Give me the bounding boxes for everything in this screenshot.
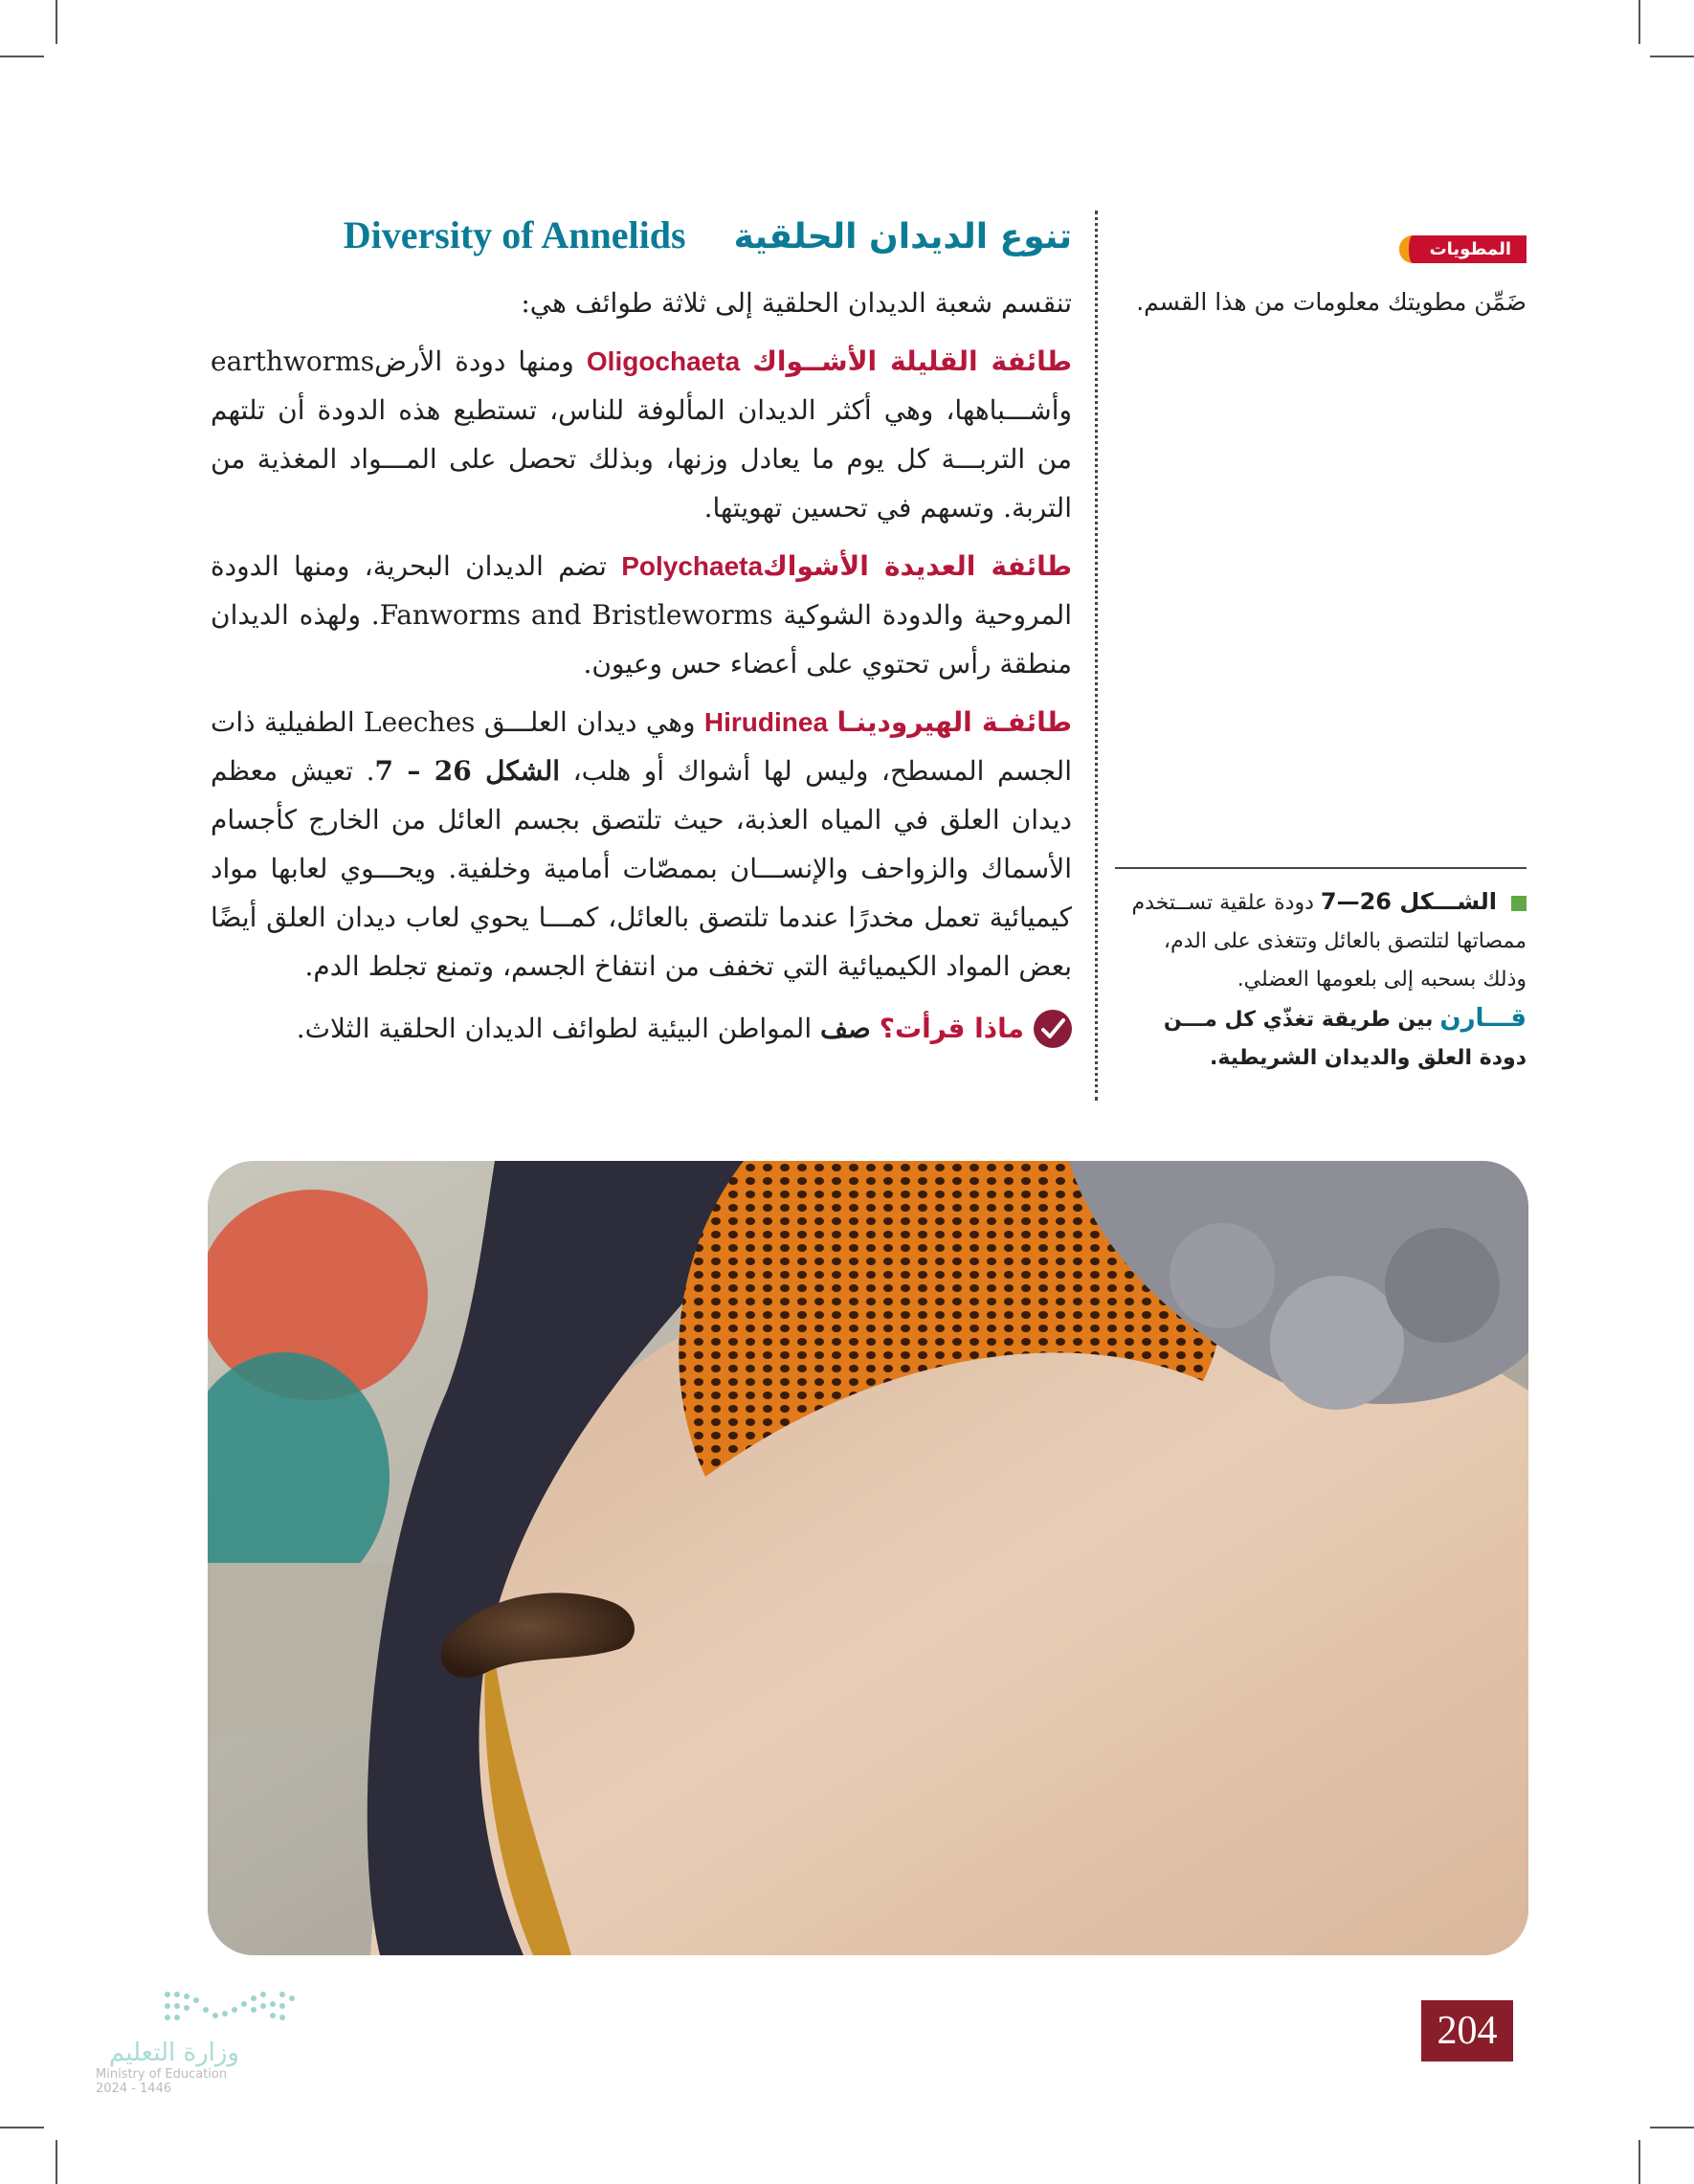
section-heading-arabic: تنوع الديدان الحلقية [733,217,1072,256]
caption-label: الشـــكل 26—7 [1320,888,1497,915]
reading-check [211,1004,1072,1053]
hirudinea-term-en: Hirudinea [703,707,829,737]
column-divider [1095,211,1098,1101]
polychaeta-en-names: Fanworms and Bristleworms [379,599,773,631]
leech-photo [208,1161,1528,1955]
foldables-tip: ضَمِّن مطويتك معلومات من هذا القسم. [1136,288,1527,316]
section-heading [211,211,1072,261]
leeches-term: Leeches [364,706,476,738]
oligochaeta-text-b: وأشـــباهها، وهي أكثر الديدان المألوفة للناس، تستطيع هذه الدودة أن تلتهم من التربـــة كل يوم ما يعادل وزنها، وبذلك تحصل على المـــواد المغذية من التربة. وتسهم في تحسين تهويتها. [211,394,1072,524]
page-number: 204 [1421,2000,1513,2061]
caption-text: دودة علقية تســتخدم ممصاتها لتلتصق بالعائل وتتغذى على الدم، وذلك بسحبه إلى بلعومها العضلي. [1131,891,1527,992]
crop-mark [56,0,57,44]
polychaeta-text-a: تضم الديدان البحرية، ومنها الدودة المروحية والدودة الشوكية [211,550,1072,631]
crop-mark [1650,56,1694,57]
main-text-column [211,211,1072,1053]
ministry-logo [96,1987,316,2096]
intro-paragraph: تنقسم شعبة الديدان الحلقية إلى ثلاثة طوائف هي: [521,287,1072,319]
hirudinea-paragraph [211,698,1072,991]
compare-label: قـــارن [1439,1004,1527,1033]
polychaeta-term-ar: طائفة العديدة الأشواك [763,550,1072,582]
polychaeta-paragraph [211,542,1072,688]
crop-mark [1650,2127,1694,2128]
crop-mark [56,2140,57,2184]
ministry-name-arabic: وزارة التعليم [108,2039,239,2067]
crop-mark [1638,0,1640,44]
crop-mark [0,2127,44,2128]
reading-check-text: المواطن البيئية لطوائف الديدان الحلقية الثلاث. [296,1013,813,1044]
caption-rule [1115,867,1527,869]
crop-mark [1638,2140,1640,2184]
hirudinea-term-ar: طائفـة الهيرودينـا [836,706,1073,738]
reading-check-verb: صف [820,1013,871,1044]
crop-mark [0,56,44,57]
checkmark-icon [1034,1010,1072,1048]
hirudinea-text-c: . تعيش معظم ديدان العلق في المياه العذبة، حيث تلتصق بجسم العائل من الخارج كأجسام الأسماك والزواحف والإنســـان بممصّات أمامية وخلفية. ويحـــوي لعابها مواد كيميائية تعمل مخدرًا عندما تلتصق بالعائل، كمـــا يحوي لعاب ديدان العلق أيضًا بعض المواد الكيميائية التي تخفف من انتفاخ الجسم، وتمنع تجلط الدم. [211,755,1072,982]
polychaeta-text-b: . ولهذه الديدان منطقة رأس تحتوي على أعضاء حس وعيون. [211,599,1072,680]
polychaeta-term-en: Polychaeta [621,551,764,581]
ministry-year: 2024 - 1446 [96,2082,172,2096]
ministry-dots-icon [96,1987,316,2031]
figure-caption [1115,867,1527,1078]
figure-reference[interactable]: الشكل 26 – 7 [374,755,561,787]
hirudinea-text-b: الطفيلية ذات الجسم المسطح، وليس لها أشواك أو هلب، [211,706,1072,787]
compare-text: بين طريقة تغذّي كل مـــن دودة العلق والديدان الشريطية. [1163,1008,1527,1070]
figure-marker-icon [1511,896,1527,911]
oligochaeta-paragraph [211,337,1072,532]
section-heading-english: Diversity of Annelids [343,213,686,256]
foldables-badge: المطويات [1399,235,1527,263]
reading-check-label: ماذا قرأت؟ [879,1013,1024,1044]
sidebar [1115,235,1527,316]
oligochaeta-term-en: Oligochaeta [586,346,741,376]
oligochaeta-text-a: ومنها دودة الأرض [374,345,574,377]
ministry-name-english: Ministry of Education [96,2067,228,2082]
hirudinea-text-a: وهي ديدان العلـــق [483,706,696,738]
earthworms-term: earthworms [211,345,375,377]
oligochaeta-term-ar: طائفة القليلة الأشــواك [752,345,1073,377]
